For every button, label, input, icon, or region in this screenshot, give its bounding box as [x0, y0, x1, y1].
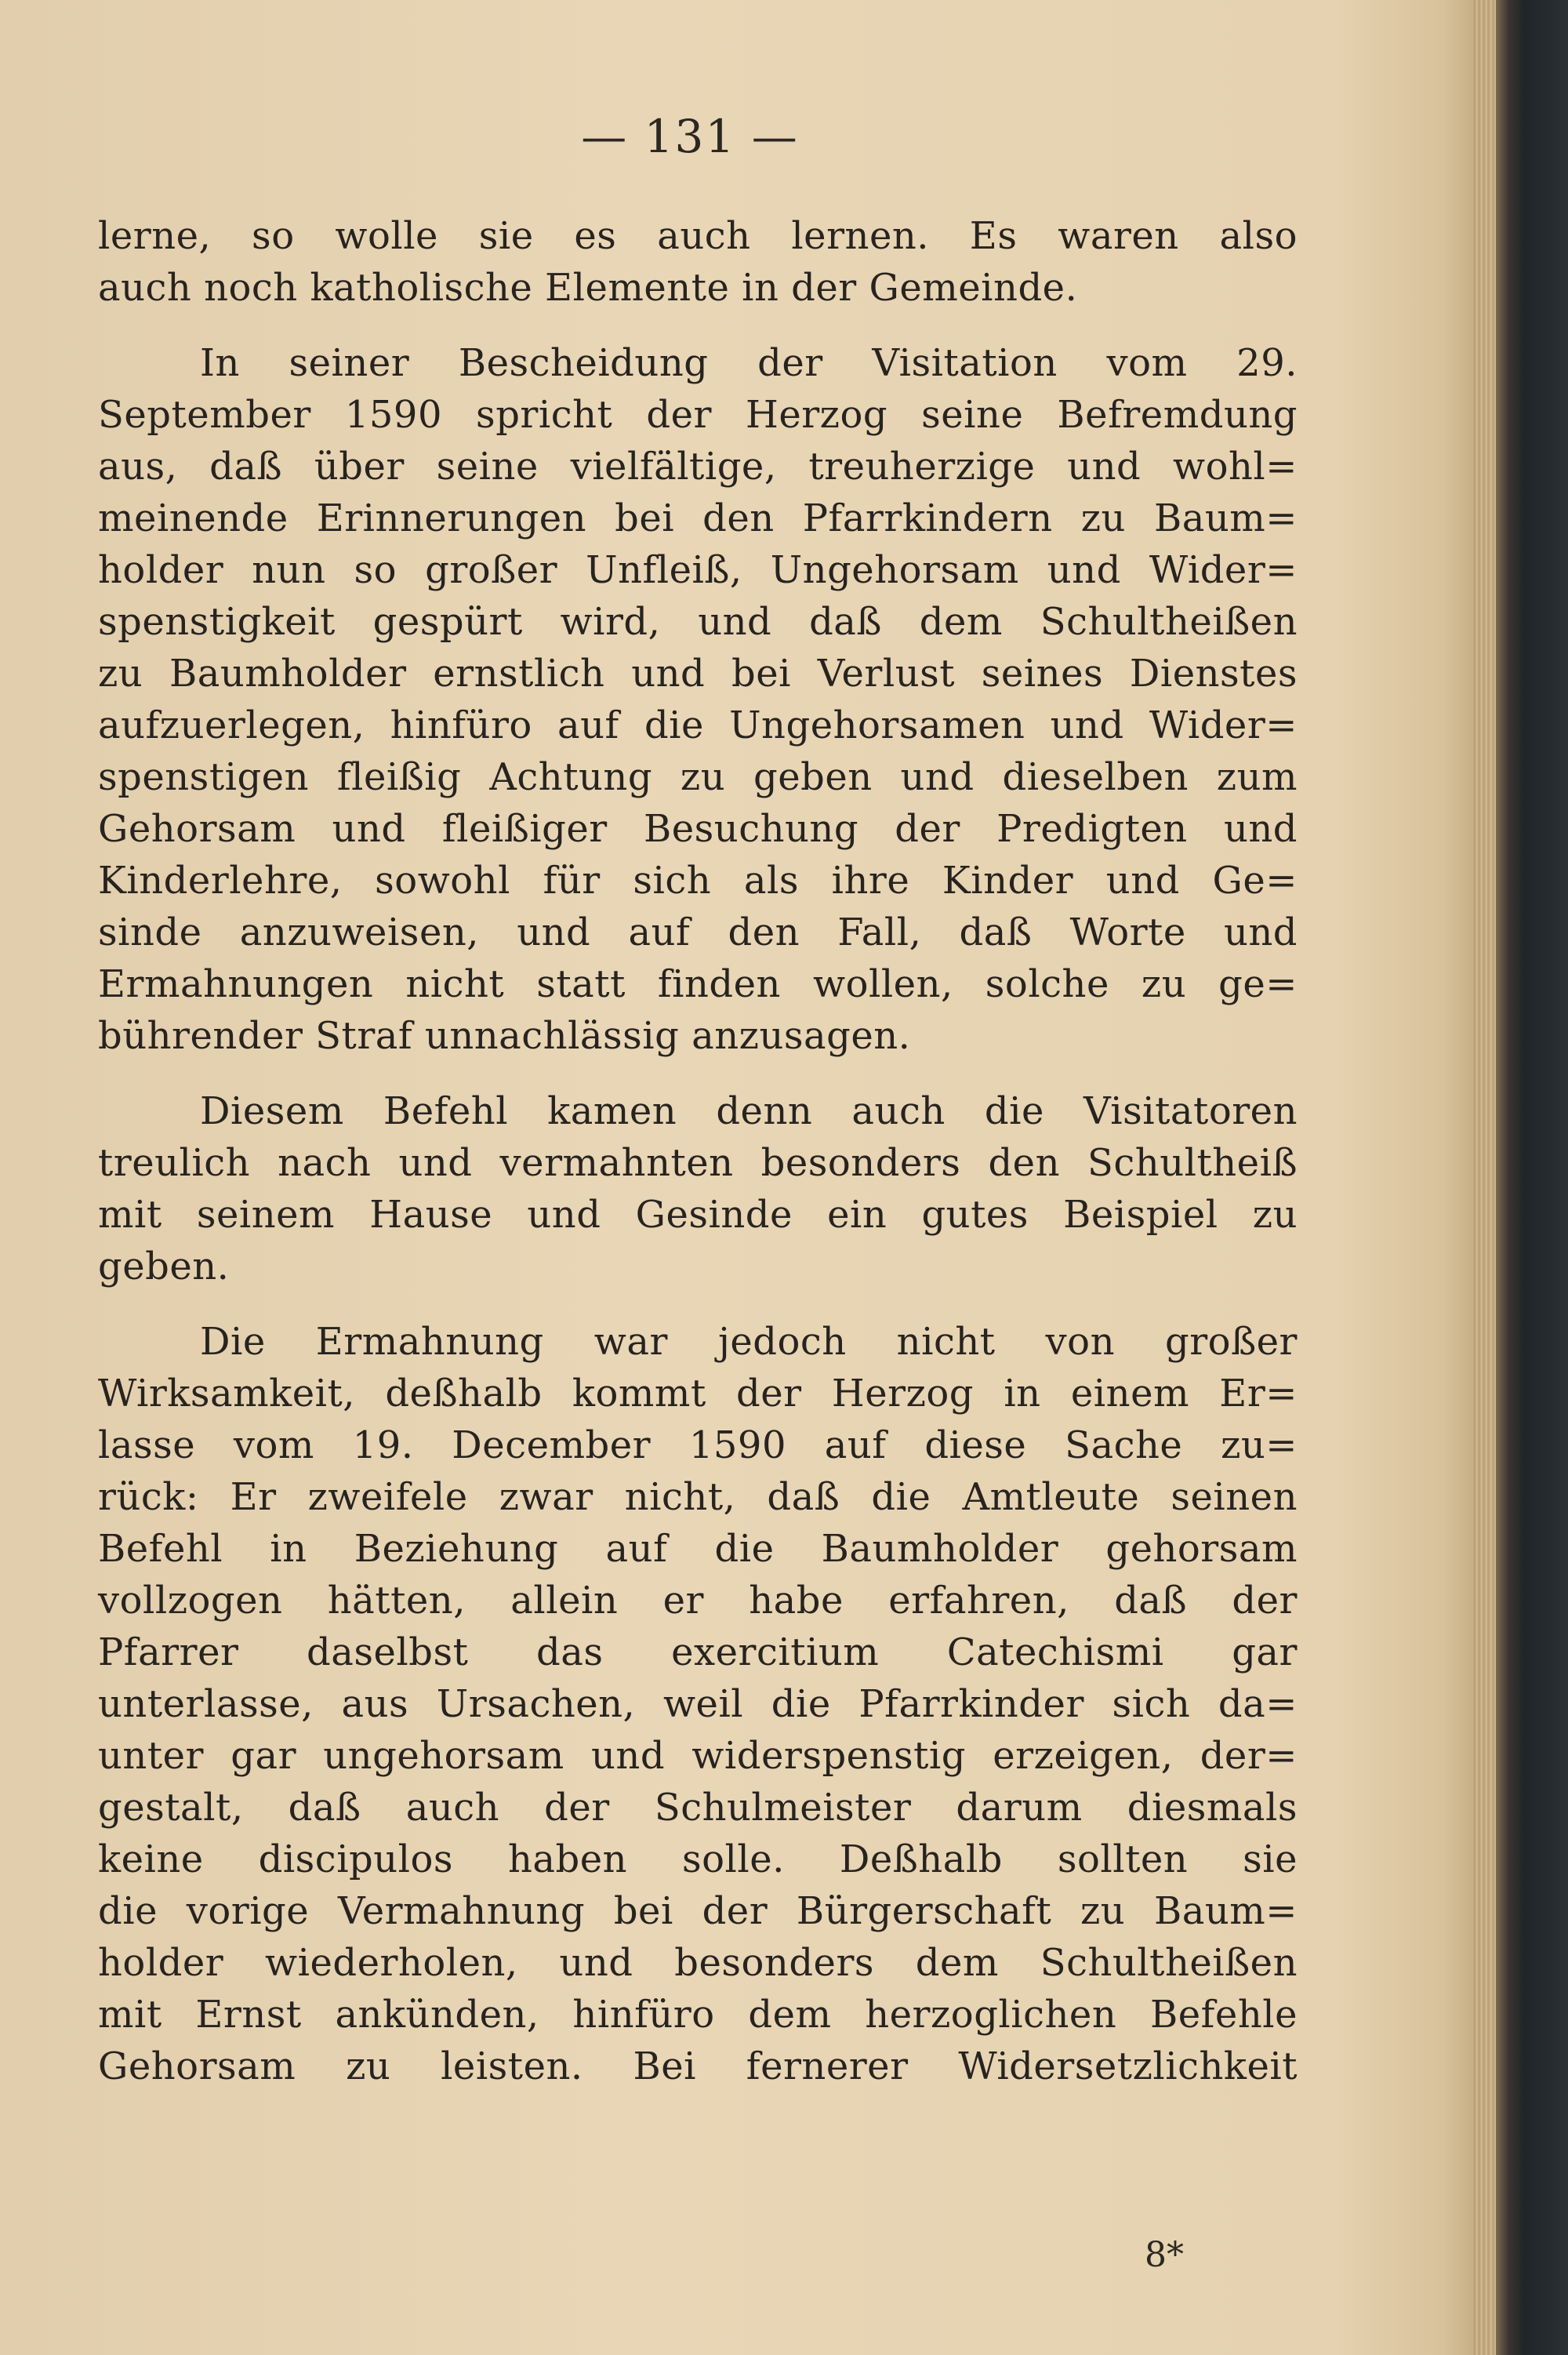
text-line: auch noch katholische Elemente in der Gemeinde.: [98, 266, 1078, 310]
text-line: mit Ernst ankünden, hinfüro dem herzoglichen Befehle: [98, 1993, 1298, 2037]
text-line: sinde anzuweisen, und auf den Fall, daß Worte und: [98, 910, 1298, 954]
text-line: Wirksamkeit, deßhalb kommt der Herzog in einem Er=: [98, 1372, 1298, 1416]
text-line: zu Baumholder ernstlich und bei Verlust seines Dienstes: [98, 652, 1298, 696]
text-line: Die Ermahnung war jedoch nicht von großer: [200, 1320, 1298, 1364]
text-line: aufzuerlegen, hinfüro auf die Ungehorsamen und Wider=: [98, 703, 1298, 747]
text-line: In seiner Bescheidung der Visitation vom 29.: [200, 341, 1298, 385]
text-line: Diesem Befehl kamen denn auch die Visitatoren: [200, 1089, 1298, 1133]
book-spine: [1496, 0, 1568, 2355]
page-number: — 131 —: [581, 110, 799, 163]
text-line: vollzogen hätten, allein er habe erfahren, daß der: [98, 1579, 1298, 1623]
text-line: treulich nach und vermahnten besonders den Schultheiß: [98, 1141, 1298, 1185]
text-line: gestalt, daß auch der Schulmeister darum diesmals: [98, 1786, 1298, 1830]
text-line: spenstigkeit gespürt wird, und daß dem Schultheißen: [98, 600, 1298, 644]
text-line: lerne, so wolle sie es auch lernen. Es waren also: [98, 214, 1298, 258]
text-line: mit seinem Hause und Gesinde ein gutes Beispiel zu: [98, 1193, 1298, 1237]
text-line: Gehorsam und fleißiger Besuchung der Predigten und: [98, 807, 1298, 851]
text-line: Befehl in Beziehung auf die Baumholder gehorsam: [98, 1527, 1298, 1571]
text-line: unter gar ungehorsam und widerspenstig erzeigen, der=: [98, 1734, 1298, 1778]
text-line: lasse vom 19. December 1590 auf diese Sache zu=: [98, 1423, 1298, 1467]
text-line: holder wiederholen, und besonders dem Schultheißen: [98, 1941, 1298, 1985]
text-line: spenstigen fleißig Achtung zu geben und dieselben zum: [98, 755, 1298, 799]
text-line: unterlasse, aus Ursachen, weil die Pfarrkinder sich da=: [98, 1682, 1298, 1726]
text-line: bührender Straf unnachlässig anzusagen.: [98, 1014, 911, 1058]
text-line: keine discipulos haben solle. Deßhalb sollten sie: [98, 1837, 1298, 1881]
body-text: [98, 210, 1298, 2092]
text-line: die vorige Vermahnung bei der Bürgerschaft zu Baum=: [98, 1889, 1298, 1933]
text-line: aus, daß über seine vielfältige, treuherzige und wohl=: [98, 445, 1298, 489]
text-line: meinende Erinnerungen bei den Pfarrkindern zu Baum=: [98, 496, 1298, 540]
text-line: Ermahnungen nicht statt finden wollen, solche zu ge=: [98, 962, 1298, 1006]
text-line: geben.: [98, 1245, 230, 1288]
signature-mark: 8*: [1145, 2235, 1184, 2275]
text-line: September 1590 spricht der Herzog seine Befremdung: [98, 393, 1298, 437]
page-edges: [1472, 0, 1496, 2355]
text-line: rück: Er zweifele zwar nicht, daß die Amtleute seinen: [98, 1475, 1298, 1519]
text-line: Gehorsam zu leisten. Bei fernerer Widersetzlichkeit: [98, 2044, 1298, 2088]
text-line: holder nun so großer Unfleiß, Ungehorsam und Wider=: [98, 548, 1298, 592]
text-line: Kinderlehre, sowohl für sich als ihre Kinder und Ge=: [98, 859, 1298, 903]
text-line: Pfarrer daselbst das exercitium Catechismi gar: [98, 1630, 1298, 1674]
